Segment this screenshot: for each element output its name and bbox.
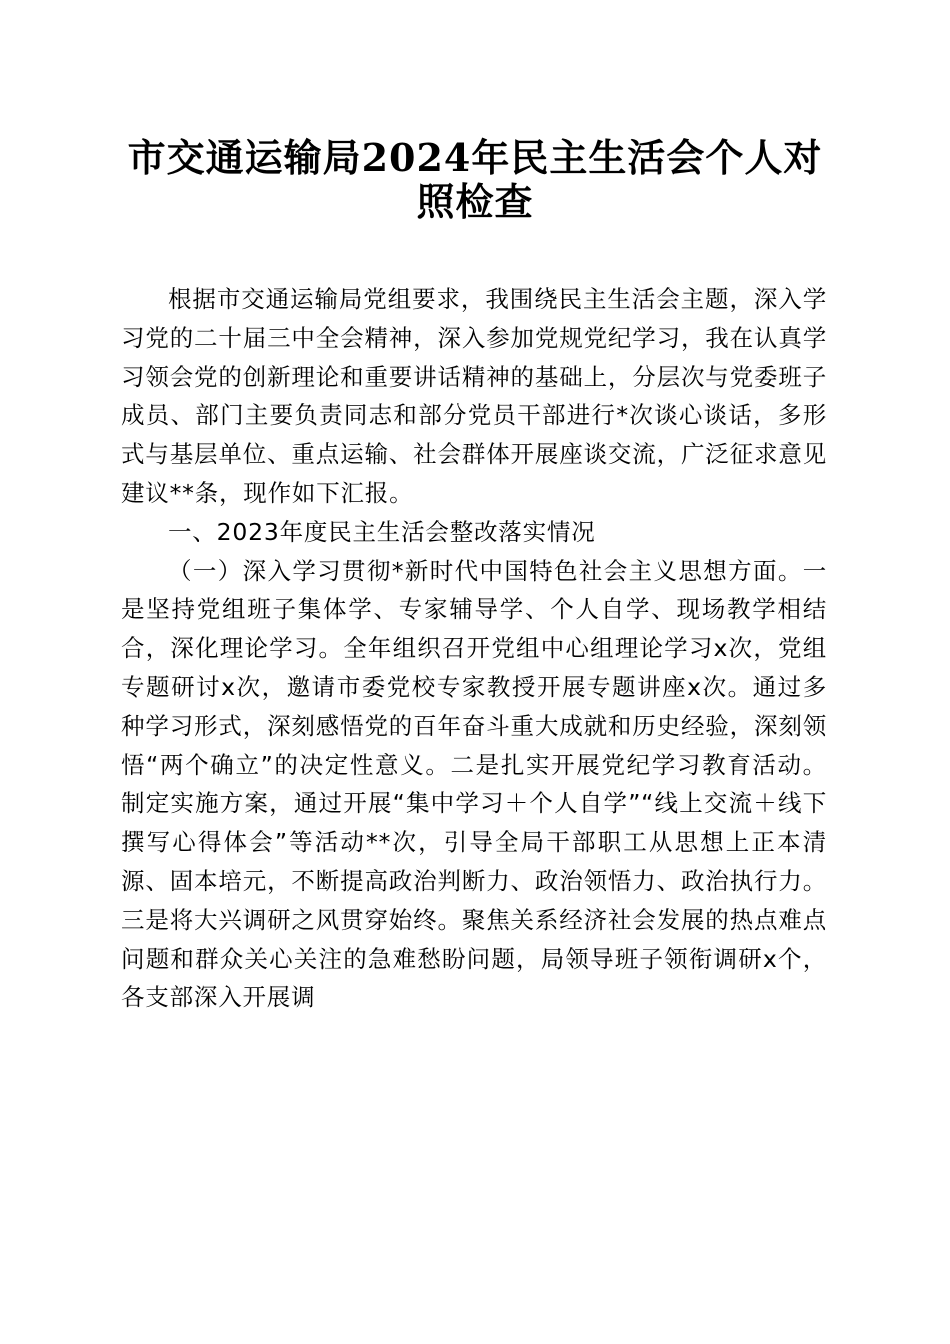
- document-body: [121, 280, 827, 1017]
- subsection-paragraph: （一）深入学习贯彻*新时代中国特色社会主义思想方面。一是坚持党组班子集体学、专家辅导学、个人自学、现场教学相结合，深化理论学习。全年组织召开党组中心组理论学习x次，党组专题研讨x次，邀请市委党校专家教授开展专题讲座x次。通过多种学习形式，深刻感悟党的百年奋斗重大成就和历史经验，深刻领悟“两个确立”的决定性意义。二是扎实开展党纪学习教育活动。制定实施方案，通过开展“集中学习＋个人自学”“线上交流＋线下撰写心得体会”等活动**次，引导全局干部职工从思想上正本清源、固本培元，不断提高政治判断力、政治领悟力、政治执行力。三是将大兴调研之风贯穿始终。聚焦关系经济社会发展的热点难点问题和群众关心关注的急难愁盼问题，局领导班子领衔调研x个，各支部深入开展调: [121, 556, 827, 1012]
- document-title: 市交通运输局2024年民主生活会个人对照检查: [127, 135, 823, 224]
- section-heading: 一、2023年度民主生活会整改落实情况: [168, 517, 596, 546]
- intro-paragraph: 根据市交通运输局党组要求，我围绕民主生活会主题，深入学习党的二十届三中全会精神，深入参加党规党纪学习，我在认真学习领会党的创新理论和重要讲话精神的基础上，分层次与党委班子成员、部门主要负责同志和部分党员干部进行*次谈心谈话，多形式与基层单位、重点运输、社会群体开展座谈交流，广泛征求意见建议**条，现作如下汇报。: [121, 285, 827, 507]
